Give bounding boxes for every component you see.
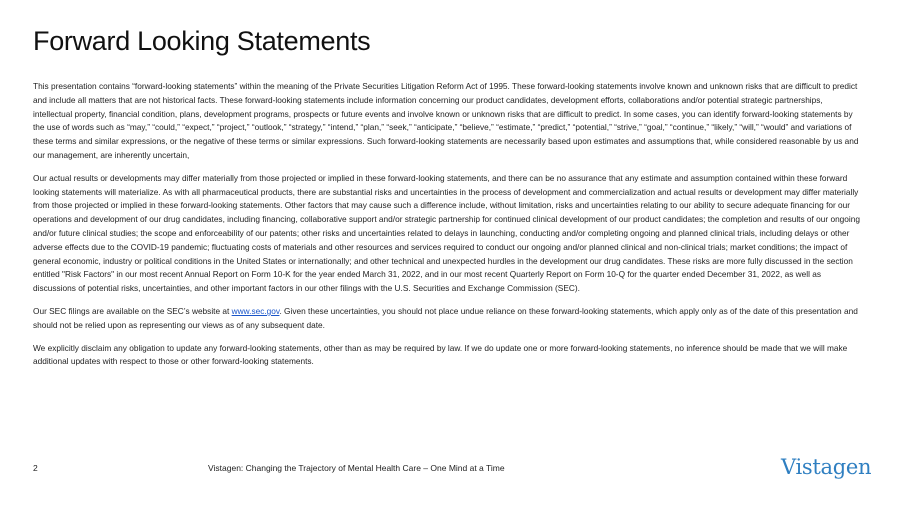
- sec-filings-text-before: Our SEC filings are available on the SEC’s website at: [33, 305, 232, 316]
- disclaimer-body: [33, 80, 863, 378]
- paragraph-intro: This presentation contains “forward-looking statements” within the meaning of the Private Securities Litigation Reform Act of 1995. These forward-looking statements involve known and unknown risks that are difficult to predict and include all matters that are not historical facts. These forward-looking statements include information concerning our product candidates, development efforts, collaborations and/or potential strategic partnerships, intellectual property, financial condition, plans, development programs, prospects or future events and involve known or unknown risks that are difficult to predict. In some cases, you can identify forward-looking statements by the use of words such as “may,” “could,” “expect,” “project,” “outlook,” “strategy,” “intend,” “plan,” “seek,” “anticipate,” “believe,” “estimate,” “predict,” “potential,” “strive,” “goal,” “continue,” “likely,” “will,” “would” and variations of these terms and similar expressions, or the negative of these terms or similar expressions. Such forward-looking statements are necessarily based upon estimates and assumptions that, while considered reasonable by us and our management, are inherently uncertain,: [33, 81, 859, 160]
- paragraph-sec-filings: [33, 305, 863, 333]
- footer-tagline: Vistagen: Changing the Trajectory of Mental Health Care – One Mind at a Time: [208, 463, 505, 473]
- page-title: Forward Looking Statements: [33, 26, 371, 56]
- page-number: 2: [33, 463, 38, 473]
- paragraph-risks: Our actual results or developments may differ materially from those projected or implied in these forward-looking statements, and there can be no assurance that any estimate and assumption contained within these forward looking statements will materialize. As with all pharmaceutical products, there are substantial risks and uncertainties in the process of development and commercialization and actual results or development may differ materially from those projected or implied in these forward-looking statements. Other factors that may cause such a difference include, without limitation, risks and uncertainties relating to our ability to secure adequate financing for our operations and development of our drug candidates, including financing, collaborative support and/or strategic partnership for continued clinical development of our product candidates; the completion and results of our ongoing and/or future clinical studies; the scope and enforceability of our patents; other risks and uncertainties related to delays in launching, conducting and/or completing ongoing and planned clinical trials, including delays or other adverse effects due to the COVID-19 pandemic; fluctuating costs of materials and other resources and services required to conduct our ongoing and/or planned clinical and non-clinical trials; market conditions; the impact of general economic, industry or political conditions in the United States or internationally; and other technical and unexpected hurdles in the development our drug candidates. These risks are more fully discussed in the section entitled "Risk Factors" in our most recent Annual Report on Form 10-K for the year ended March 31, 2022, and in our most recent Quarterly Report on Form 10-Q for the quarter ended December 31, 2022, as well as discussions of potential risks, uncertainties, and other important factors in our other filings with the U.S. Securities and Exchange Commission (SEC).: [33, 172, 860, 294]
- vistagen-logo: Vistagen: [781, 455, 872, 479]
- paragraph-disclaimer: We explicitly disclaim any obligation to update any forward-looking statements, other than as may be required by law. If we do update one or more forward-looking statements, no inference should be made that we will make additional updates with respect to those or other forward-looking statements.: [33, 342, 848, 367]
- sec-filings-text-after: . Given these uncertainties, you should not place undue reliance on these forward-looking statements, which apply only as of the date of this presentation and should not be relied upon as representing our views as of any subsequent date.: [33, 305, 858, 330]
- sec-website-link[interactable]: www.sec.gov: [231, 305, 280, 316]
